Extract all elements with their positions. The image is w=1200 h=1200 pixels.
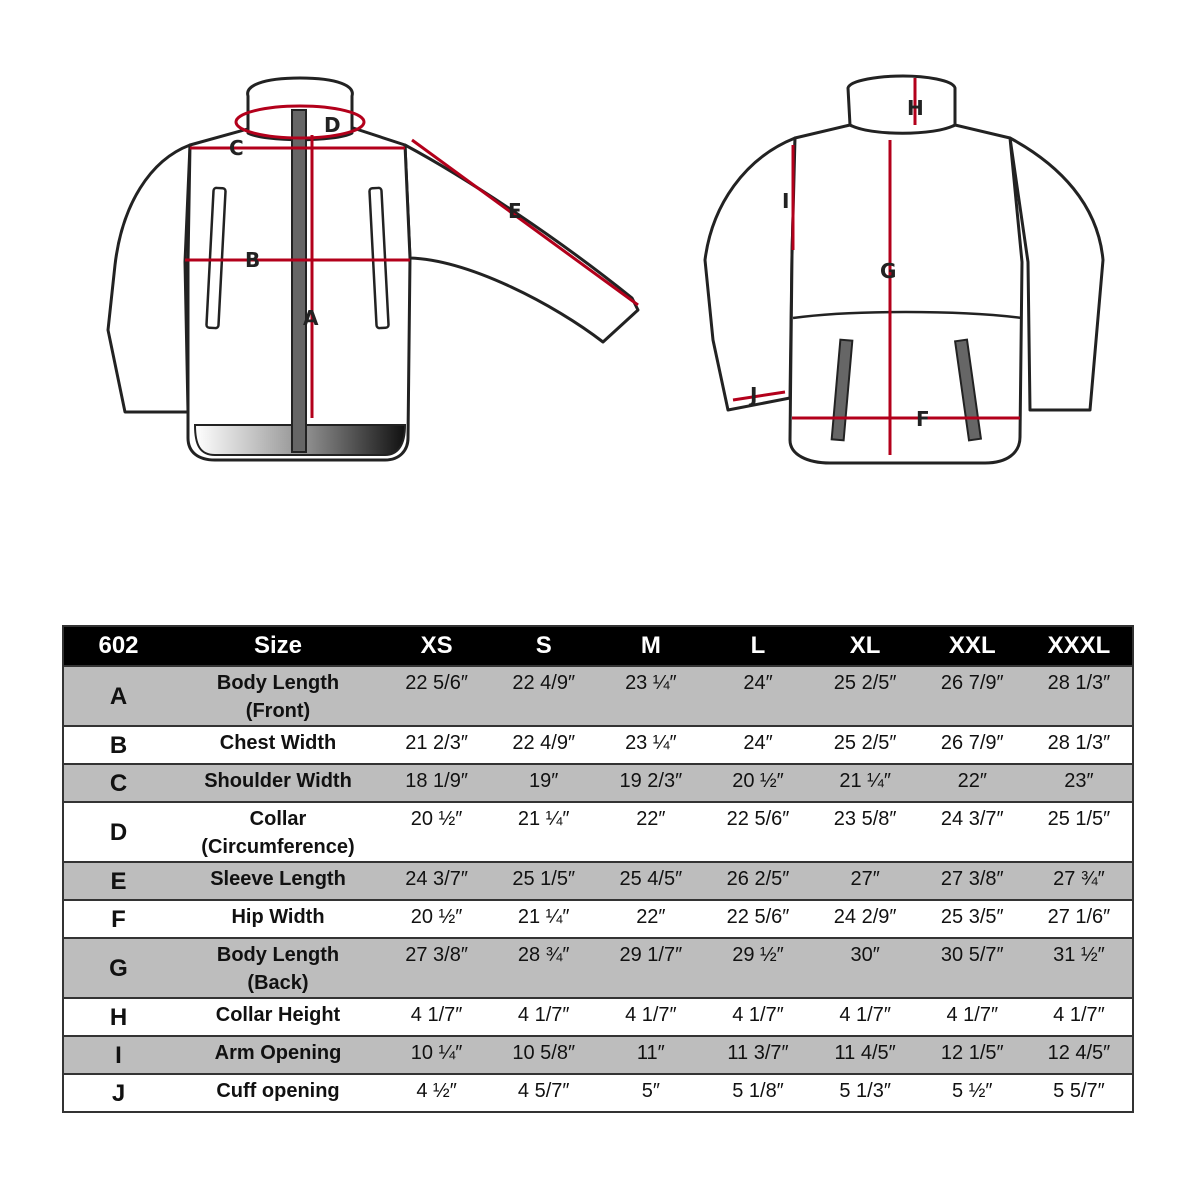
size-value: 25 2/5″	[812, 666, 919, 726]
measurement-label-line: Body Length	[216, 672, 340, 694]
size-value: 4 1/7″	[812, 998, 919, 1036]
size-value: 29 1/7″	[597, 938, 704, 998]
size-value: 22 4/9″	[490, 726, 597, 764]
size-value: 22 5/6″	[704, 900, 811, 938]
size-value: 21 ¼″	[490, 900, 597, 938]
measurement-label	[173, 1036, 383, 1074]
front-right-sleeve	[405, 145, 638, 342]
size-value: 20 ½″	[704, 764, 811, 802]
size-value: 25 2/5″	[812, 726, 919, 764]
table-row	[63, 998, 1133, 1036]
table-row	[63, 862, 1133, 900]
size-value: 26 2/5″	[704, 862, 811, 900]
table-row	[63, 666, 1133, 726]
measurement-code: I	[63, 1036, 173, 1074]
label-c: C	[229, 136, 244, 160]
size-value: 24 3/7″	[919, 802, 1026, 862]
label-h: H	[907, 96, 924, 120]
size-value: 27 3/8″	[383, 938, 490, 998]
measurement-code: F	[63, 900, 173, 938]
measurement-label	[173, 666, 383, 726]
label-f: F	[916, 407, 930, 431]
size-value: 25 4/5″	[597, 862, 704, 900]
size-value: 23″	[1026, 764, 1133, 802]
measurement-label	[173, 764, 383, 802]
back-right-sleeve	[1010, 138, 1103, 410]
measurement-label	[173, 1074, 383, 1112]
size-value: 27 3/8″	[919, 862, 1026, 900]
column-header: S	[490, 626, 597, 666]
size-value: 5 1/3″	[812, 1074, 919, 1112]
table-row	[63, 802, 1133, 862]
measurement-label-line: Collar Height	[215, 1004, 341, 1026]
label-i: I	[782, 189, 790, 213]
size-value: 28 1/3″	[1026, 726, 1133, 764]
size-value: 28 1/3″	[1026, 666, 1133, 726]
size-value: 24″	[704, 666, 811, 726]
size-value: 23 ¼″	[597, 666, 704, 726]
measurement-label-line: Sleeve Length	[210, 868, 346, 890]
measurement-code: D	[63, 802, 173, 862]
column-header: XXL	[919, 626, 1026, 666]
table-row	[63, 726, 1133, 764]
measurement-label-line: (Front)	[245, 700, 311, 722]
size-value: 21 2/3″	[383, 726, 490, 764]
size-value: 12 4/5″	[1026, 1036, 1133, 1074]
size-value: 21 ¼″	[812, 764, 919, 802]
size-value: 30″	[812, 938, 919, 998]
label-a: A	[303, 306, 319, 330]
measurement-label-line: (Back)	[247, 972, 309, 994]
size-value: 18 1/9″	[383, 764, 490, 802]
front-left-sleeve	[108, 145, 190, 412]
size-value: 31 ½″	[1026, 938, 1133, 998]
table-row	[63, 900, 1133, 938]
table-row	[63, 764, 1133, 802]
size-value: 4 5/7″	[490, 1074, 597, 1112]
size-value: 10 5/8″	[490, 1036, 597, 1074]
size-value: 5 1/8″	[704, 1074, 811, 1112]
measurement-code: J	[63, 1074, 173, 1112]
measurement-label-line: Hip Width	[231, 906, 325, 928]
size-value: 4 1/7″	[597, 998, 704, 1036]
size-value: 26 7/9″	[919, 726, 1026, 764]
size-value: 11 3/7″	[704, 1036, 811, 1074]
table-header-row	[63, 626, 1133, 666]
size-value: 10 ¼″	[383, 1036, 490, 1074]
measurement-label-line: Cuff opening	[216, 1080, 340, 1102]
measurement-code: E	[63, 862, 173, 900]
measurement-label-line: Collar	[249, 808, 307, 830]
size-value: 20 ½″	[383, 802, 490, 862]
label-b: B	[245, 248, 261, 272]
size-value: 4 1/7″	[490, 998, 597, 1036]
size-value: 22 4/9″	[490, 666, 597, 726]
size-value: 4 1/7″	[1026, 998, 1133, 1036]
measurement-label	[173, 862, 383, 900]
size-value: 4 1/7″	[704, 998, 811, 1036]
size-value: 22″	[597, 900, 704, 938]
size-value: 30 5/7″	[919, 938, 1026, 998]
label-j: J	[750, 383, 758, 407]
size-value: 24 2/9″	[812, 900, 919, 938]
size-value: 21 ¼″	[490, 802, 597, 862]
measurement-label-line: Chest Width	[219, 732, 337, 754]
measurement-label	[173, 802, 383, 862]
label-e: E	[508, 199, 522, 223]
size-value: 11 4/5″	[812, 1036, 919, 1074]
size-value: 5 ½″	[919, 1074, 1026, 1112]
size-value: 20 ½″	[383, 900, 490, 938]
size-value: 28 ¾″	[490, 938, 597, 998]
column-header: L	[704, 626, 811, 666]
size-value: 23 ¼″	[597, 726, 704, 764]
column-header: XXXL	[1026, 626, 1133, 666]
column-header: XS	[383, 626, 490, 666]
measurement-label	[173, 900, 383, 938]
measurement-code: G	[63, 938, 173, 998]
measurement-code: C	[63, 764, 173, 802]
jacket-measurement-diagram	[0, 0, 1200, 560]
measurement-label-line: Arm Opening	[214, 1042, 342, 1064]
size-value: 26 7/9″	[919, 666, 1026, 726]
measurement-code: H	[63, 998, 173, 1036]
table-row	[63, 1036, 1133, 1074]
measurement-label	[173, 726, 383, 764]
size-value: 4 1/7″	[919, 998, 1026, 1036]
column-header: 602	[63, 626, 173, 666]
back-left-sleeve	[705, 138, 795, 410]
size-value: 25 3/5″	[919, 900, 1026, 938]
measurement-label	[173, 938, 383, 998]
size-value: 25 1/5″	[1026, 802, 1133, 862]
size-value: 27 ¾″	[1026, 862, 1133, 900]
back-collar	[848, 76, 955, 133]
size-value: 22 5/6″	[383, 666, 490, 726]
size-value: 24″	[704, 726, 811, 764]
back-view	[705, 76, 1103, 463]
size-value: 27″	[812, 862, 919, 900]
measurement-label-line: Body Length	[216, 944, 340, 966]
size-chart-table	[62, 625, 1134, 1113]
measurement-code: A	[63, 666, 173, 726]
size-value: 19″	[490, 764, 597, 802]
size-value: 22″	[597, 802, 704, 862]
size-value: 19 2/3″	[597, 764, 704, 802]
size-value: 27 1/6″	[1026, 900, 1133, 938]
label-g: G	[880, 259, 897, 283]
measurement-code: B	[63, 726, 173, 764]
measurement-label-line: Shoulder Width	[204, 770, 352, 792]
label-d: D	[324, 113, 341, 137]
size-value: 12 1/5″	[919, 1036, 1026, 1074]
size-value: 29 ½″	[704, 938, 811, 998]
size-value: 5″	[597, 1074, 704, 1112]
size-value: 25 1/5″	[490, 862, 597, 900]
measurement-label	[173, 998, 383, 1036]
column-header: M	[597, 626, 704, 666]
back-body	[790, 125, 1022, 463]
size-value: 4 1/7″	[383, 998, 490, 1036]
table-row	[63, 938, 1133, 998]
size-value: 24 3/7″	[383, 862, 490, 900]
front-view	[108, 78, 638, 460]
column-header: XL	[812, 626, 919, 666]
size-value: 5 5/7″	[1026, 1074, 1133, 1112]
size-value: 4 ½″	[383, 1074, 490, 1112]
measurement-label-line: (Circumference)	[201, 836, 355, 858]
size-value: 22 5/6″	[704, 802, 811, 862]
front-zipper	[292, 110, 306, 452]
column-header: Size	[173, 626, 383, 666]
size-value: 11″	[597, 1036, 704, 1074]
size-value: 23 5/8″	[812, 802, 919, 862]
table-row	[63, 1074, 1133, 1112]
size-value: 22″	[919, 764, 1026, 802]
